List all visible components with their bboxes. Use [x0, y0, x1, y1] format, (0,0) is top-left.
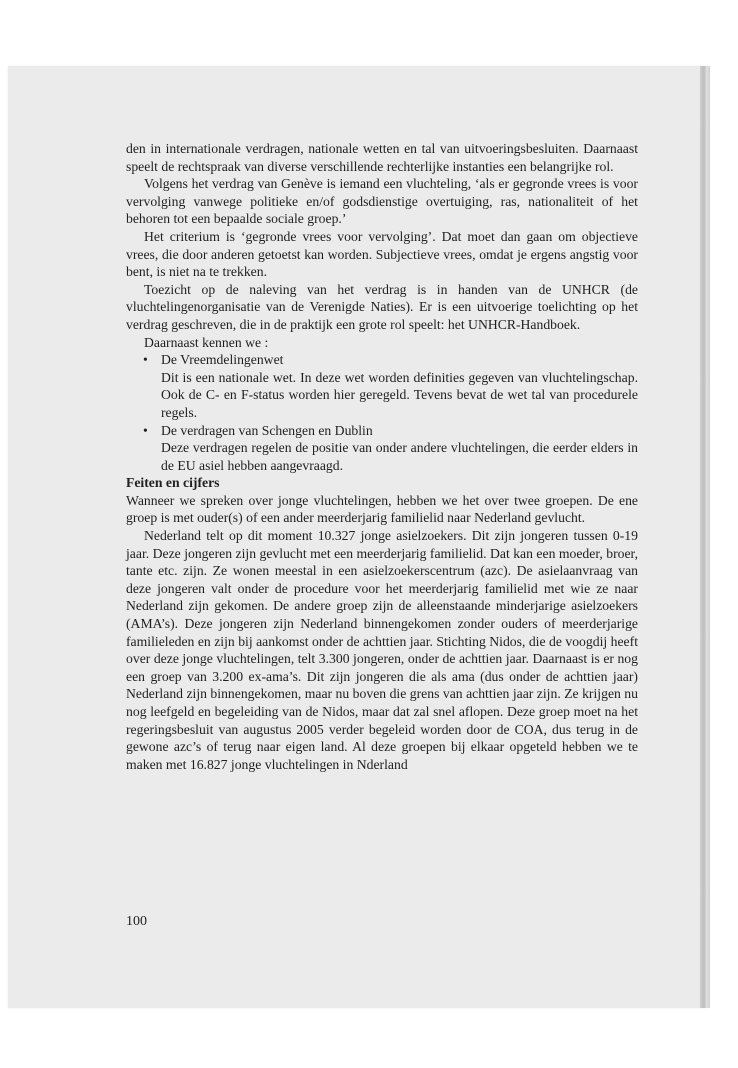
paragraph: Daarnaast kennen we : — [144, 334, 269, 350]
paragraph: Toezicht op de naleving van het verdrag is in handen van de UNHCR (de vluchtelingenorganisatie van de Verenigde Naties). Er is een uitvoerige toelichting op het verdrag geschreven, die in de praktijk een grote rol speelt: het UNHCR-Handboek. — [126, 281, 638, 332]
page-edge — [700, 66, 710, 1008]
paragraph: Wanneer we spreken over jonge vluchtelingen, hebben we het over twee groepen. De ene groep is met ouder(s) of een ander meerderjarig familielid naar Nederland gevlucht. — [126, 492, 638, 526]
page-number: 100 — [126, 914, 147, 929]
bullet-icon: • — [143, 422, 148, 438]
list-item — [126, 422, 638, 475]
section-heading: Feiten en cijfers — [126, 475, 220, 491]
body-text — [126, 140, 638, 773]
list-item-description: Deze verdragen regelen de positie van onder andere vluchtelingen, die eerder elders in de EU asiel hebben aangevraagd. — [161, 440, 638, 473]
paragraph: Het criterium is ‘gegronde vrees voor vervolging’. Dat moet dan gaan om objectieve vrees, die door anderen getoetst kan worden. Subjectieve vrees, omdat je ergens angstig voor bent, is niet na te trekken. — [126, 228, 638, 280]
list-item — [126, 351, 638, 421]
paragraph: Nederland telt op dit moment 10.327 jonge asielzoekers. Dit zijn jongeren tussen 0-19 jaar. Deze jongeren zijn gevlucht met een meerderjarig familielid. Dat kan een moeder, broer, tante etc. zijn. Ze wonen meestal in een asielzoekerscentrum (azc). De asielaanvraag van deze jongeren valt onder de procedure voor het meerderjarig familielid met wie ze naar Nederland zijn gekomen. De andere groep zijn de alleenstaande minderjarige asielzoekers (AMA’s). Deze jongeren zijn Nederland binnengekomen zonder ouders of meerderjarige familieleden en zijn bij aankomst onder de achttien jaar. Stichting Nidos, die de voogdij heeft over deze jonge vluchtelingen, telt 3.300 jongeren, onder de achttien jaar. Daarnaast is er nog een groep van 3.200 ex-ama’s. Dit zijn jongeren die als ama (dus onder de achttien jaar) Nederland zijn binnengekomen, maar nu boven die grens van achttien jaar zijn. Ze krijgen nu nog leefgeld en begeleiding van de Nidos, maar dat zal snel aflopen. Deze groep moet na het regeringsbesluit van augustus 2005 verder begeleid worden door de COA, dus terug in de gewone azc’s of terug naar eigen land. Al deze groepen bij elkaar opgeteld hebben we te maken met 16.827 jonge vluchtelingen in Nderland — [126, 528, 638, 772]
list-item-title: De verdragen van Schengen en Dublin — [161, 422, 373, 438]
list-item-description: Dit is een nationale wet. In deze wet worden definities gegeven van vluchtelingschap. Ook de C- en F-status worden hier geregeld. Tevens bevat de wet tal van procedurele regels. — [161, 369, 638, 420]
bullet-icon: • — [143, 352, 148, 368]
list-item-title: De Vreemdelingenwet — [161, 352, 284, 368]
paragraph: Volgens het verdrag van Genève is iemand een vluchteling, ‘als er gegronde vrees is voor vervolging vanwege politieke en/of godsdienstige overtuiging, ras, nationaliteit of het behoren tot een bepaalde sociale groep.’ — [126, 176, 638, 227]
paragraph: den in internationale verdragen, nationale wetten en tal van uitvoeringsbesluiten. Daarnaast speelt de rechtspraak van diverse verschillende rechterlijke instanties een belangrijke rol. — [126, 141, 638, 174]
